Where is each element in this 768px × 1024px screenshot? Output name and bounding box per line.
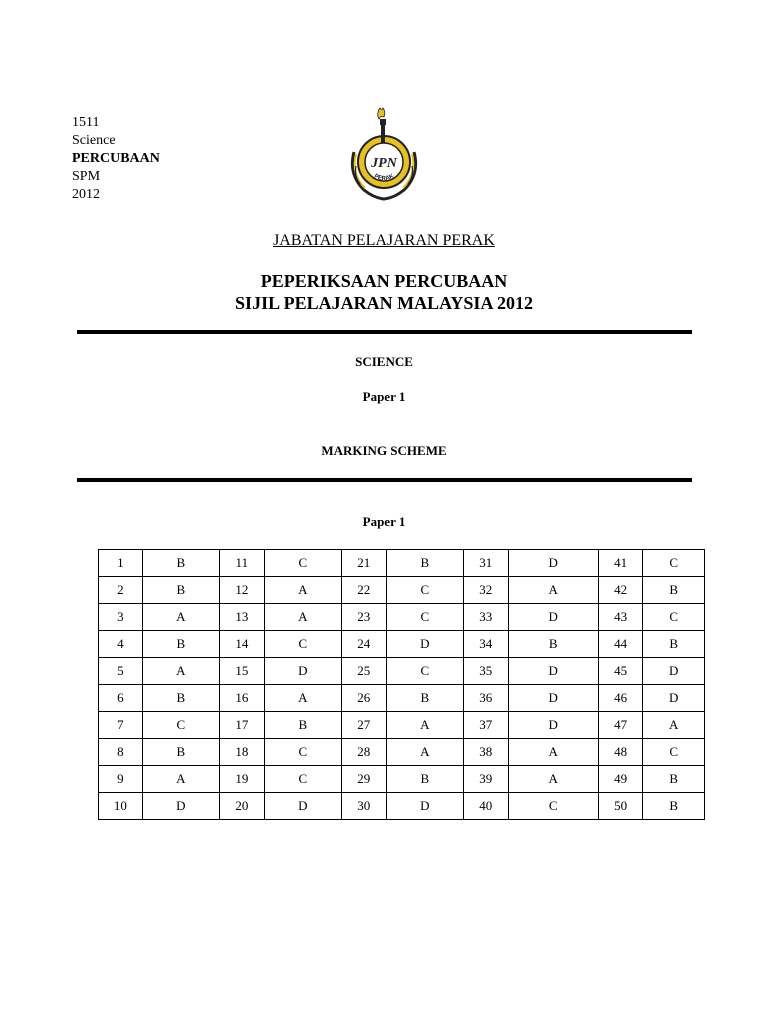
- question-number-cell: 17: [219, 712, 264, 739]
- exam-title-line-2: SIJIL PELAJARAN MALAYSIA 2012: [235, 293, 533, 313]
- table-title: Paper 1: [362, 514, 406, 529]
- table-row: [99, 658, 705, 685]
- answer-table: [98, 549, 705, 820]
- table-row: [99, 793, 705, 820]
- answer-cell: C: [264, 739, 341, 766]
- answer-cell: B: [386, 550, 463, 577]
- answer-cell: C: [386, 604, 463, 631]
- department-name: JABATAN PELAJARAN PERAK: [273, 232, 495, 249]
- answer-cell: D: [142, 793, 219, 820]
- question-number-cell: 46: [598, 685, 643, 712]
- question-number-cell: 4: [99, 631, 143, 658]
- question-number-cell: 11: [219, 550, 264, 577]
- answer-cell: A: [386, 712, 463, 739]
- answer-cell: B: [264, 712, 341, 739]
- answer-cell: A: [508, 577, 598, 604]
- answer-cell: B: [142, 550, 219, 577]
- answer-cell: A: [508, 739, 598, 766]
- paper-level: SPM: [72, 169, 101, 184]
- answer-cell: C: [643, 604, 705, 631]
- answer-cell: B: [508, 631, 598, 658]
- answer-cell: B: [142, 631, 219, 658]
- answer-cell: D: [508, 712, 598, 739]
- answer-cell: C: [386, 658, 463, 685]
- question-number-cell: 21: [341, 550, 386, 577]
- question-number-cell: 27: [341, 712, 386, 739]
- answer-cell: A: [264, 577, 341, 604]
- answer-cell: B: [643, 766, 705, 793]
- question-number-cell: 44: [598, 631, 643, 658]
- question-number-cell: 9: [99, 766, 143, 793]
- question-number-cell: 28: [341, 739, 386, 766]
- question-number-cell: 38: [463, 739, 508, 766]
- question-number-cell: 33: [463, 604, 508, 631]
- answer-cell: C: [264, 631, 341, 658]
- answer-table-body: [99, 550, 705, 820]
- answer-cell: A: [142, 766, 219, 793]
- answer-cell: C: [508, 793, 598, 820]
- question-number-cell: 41: [598, 550, 643, 577]
- table-row: [99, 712, 705, 739]
- question-number-cell: 34: [463, 631, 508, 658]
- table-row: [99, 550, 705, 577]
- answer-cell: C: [386, 577, 463, 604]
- subject-title: SCIENCE: [355, 354, 413, 369]
- question-number-cell: 35: [463, 658, 508, 685]
- question-number-cell: 26: [341, 685, 386, 712]
- question-number-cell: 37: [463, 712, 508, 739]
- question-number-cell: 18: [219, 739, 264, 766]
- question-number-cell: 39: [463, 766, 508, 793]
- answer-cell: C: [142, 712, 219, 739]
- table-row: [99, 577, 705, 604]
- question-number-cell: 48: [598, 739, 643, 766]
- logo-mark-text: JPN: [371, 156, 397, 171]
- question-number-cell: 2: [99, 577, 143, 604]
- answer-cell: A: [264, 604, 341, 631]
- answer-cell: C: [643, 550, 705, 577]
- answer-cell: D: [264, 793, 341, 820]
- answer-cell: D: [508, 604, 598, 631]
- answer-cell: C: [264, 766, 341, 793]
- question-number-cell: 45: [598, 658, 643, 685]
- question-number-cell: 14: [219, 631, 264, 658]
- exam-title-line-1: PEPERIKSAAN PERCUBAAN: [260, 271, 508, 291]
- answer-cell: B: [643, 793, 705, 820]
- answer-cell: A: [643, 712, 705, 739]
- answer-cell: B: [142, 577, 219, 604]
- question-number-cell: 40: [463, 793, 508, 820]
- answer-cell: A: [386, 739, 463, 766]
- bottom-divider: [77, 478, 692, 482]
- question-number-cell: 19: [219, 766, 264, 793]
- table-row: [99, 685, 705, 712]
- answer-cell: B: [643, 577, 705, 604]
- answer-cell: B: [643, 631, 705, 658]
- paper-code-block: [72, 114, 160, 204]
- question-number-cell: 8: [99, 739, 143, 766]
- answer-cell: B: [386, 766, 463, 793]
- answer-cell: A: [264, 685, 341, 712]
- answer-cell: B: [386, 685, 463, 712]
- answer-cell: D: [264, 658, 341, 685]
- paper-subject: Science: [72, 133, 116, 148]
- question-number-cell: 50: [598, 793, 643, 820]
- answer-cell: D: [643, 658, 705, 685]
- question-number-cell: 32: [463, 577, 508, 604]
- logo-perak-text: PERAK: [373, 173, 395, 183]
- answer-cell: A: [142, 658, 219, 685]
- question-number-cell: 10: [99, 793, 143, 820]
- question-number-cell: 6: [99, 685, 143, 712]
- question-number-cell: 7: [99, 712, 143, 739]
- question-number-cell: 12: [219, 577, 264, 604]
- question-number-cell: 30: [341, 793, 386, 820]
- top-divider: [77, 330, 692, 334]
- paper-label: Paper 1: [362, 389, 406, 404]
- paper-percubaan: PERCUBAAN: [72, 151, 160, 166]
- answer-cell: C: [643, 739, 705, 766]
- question-number-cell: 49: [598, 766, 643, 793]
- answer-cell: D: [508, 658, 598, 685]
- answer-cell: A: [508, 766, 598, 793]
- paper-year: 2012: [72, 187, 100, 202]
- question-number-cell: 24: [341, 631, 386, 658]
- table-row: [99, 766, 705, 793]
- marking-scheme-title: MARKING SCHEME: [321, 443, 447, 458]
- question-number-cell: 1: [99, 550, 143, 577]
- question-number-cell: 23: [341, 604, 386, 631]
- answer-cell: D: [386, 631, 463, 658]
- jpn-perak-logo: [342, 104, 426, 208]
- question-number-cell: 31: [463, 550, 508, 577]
- answer-cell: B: [142, 685, 219, 712]
- answer-cell: B: [142, 739, 219, 766]
- question-number-cell: 13: [219, 604, 264, 631]
- question-number-cell: 5: [99, 658, 143, 685]
- answer-cell: D: [508, 685, 598, 712]
- question-number-cell: 25: [341, 658, 386, 685]
- answer-cell: A: [142, 604, 219, 631]
- question-number-cell: 29: [341, 766, 386, 793]
- table-row: [99, 604, 705, 631]
- paper-code: 1511: [72, 115, 100, 130]
- table-row: [99, 631, 705, 658]
- question-number-cell: 47: [598, 712, 643, 739]
- question-number-cell: 15: [219, 658, 264, 685]
- question-number-cell: 42: [598, 577, 643, 604]
- logo-emblem-icon: [342, 104, 426, 208]
- exam-title: [0, 270, 768, 314]
- question-number-cell: 43: [598, 604, 643, 631]
- question-number-cell: 16: [219, 685, 264, 712]
- question-number-cell: 20: [219, 793, 264, 820]
- question-number-cell: 36: [463, 685, 508, 712]
- answer-cell: D: [643, 685, 705, 712]
- question-number-cell: 22: [341, 577, 386, 604]
- answer-cell: D: [386, 793, 463, 820]
- question-number-cell: 3: [99, 604, 143, 631]
- table-row: [99, 739, 705, 766]
- answer-cell: D: [508, 550, 598, 577]
- answer-cell: C: [264, 550, 341, 577]
